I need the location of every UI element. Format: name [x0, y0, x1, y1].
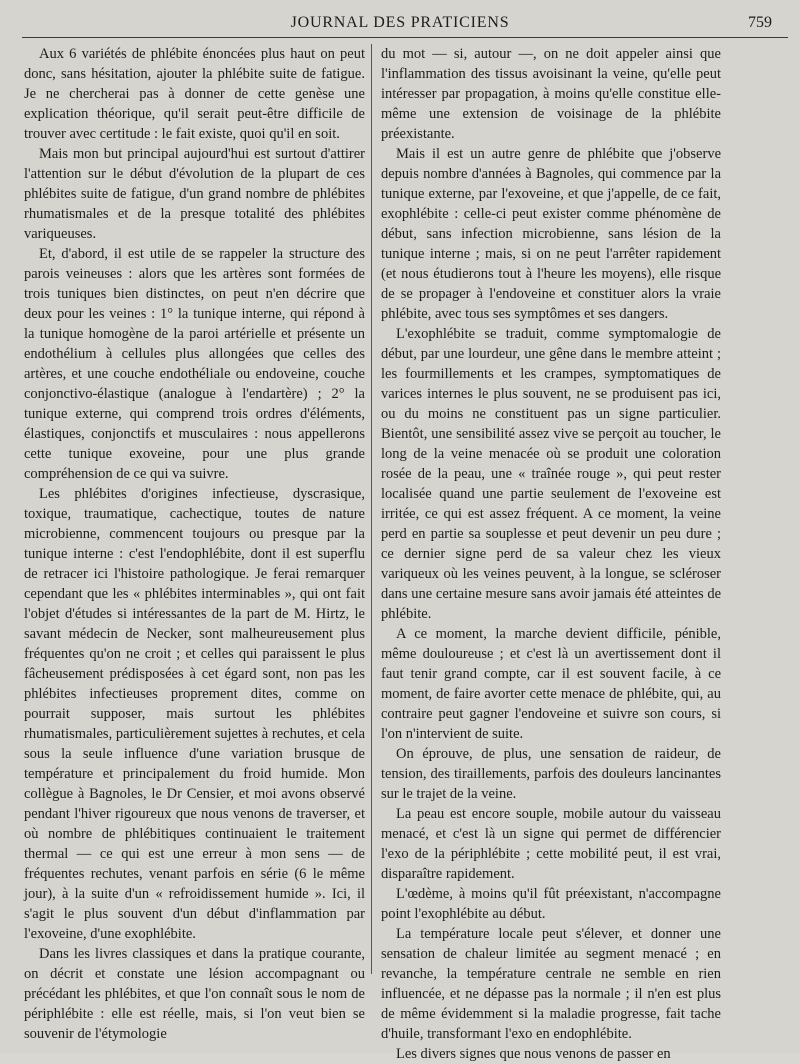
- paragraph: Et, d'abord, il est utile de se rappeler la structure des parois veineuses : alors que les artères sont formées de trois tuniques bien distinctes, on peut n'en décrire que deux pour les veines : 1° la tunique interne, qui répond à la tunique homogène de la paroi artérielle et présente un endothélium à cellules plus allongées que celles des artères, et une couche endothéliale ou endoveine, couche conjonctivo-élastique (analogue à l'endartère) ; 2° la tunique externe, qui comprend trois ordres d'éléments, élastiques, conjonctifs et musculaires : nous appellerons cette tunique exoveine, pour une plus grande compréhension de ce qui va suivre.: [24, 246, 365, 482]
- paragraph: Dans les livres classiques et dans la pratique courante, on décrit et constate une lésion accompagnant ou précédant les phlébites, et que l'on connaît sous le nom de périphlébite : elle est réelle, mais, si l'on veut bien se souvenir de l'étymologie: [24, 946, 365, 1042]
- paragraph: Mais il est un autre genre de phlébite que j'observe depuis nombre d'années à Bagnoles, qui commence par la tunique externe, par l'exoveine, et que j'appelle, de ce fait, exophlébite : celle-ci peut exister comme phénomène de début, sans infection microbienne, sans lésion de la tunique interne ; mais, si on ne peut l'arrêter rapidement (et nous étudierons tout à l'heure les moyens), elle risque de se propager à l'endoveine et constituer alors la vraie phlébite, avec tous ses symptômes et ses dangers.: [381, 146, 721, 322]
- paragraph: La peau est encore souple, mobile autour du vaisseau menacé, et c'est là un signe qui permet de différencier l'exo de la périphlébite ; cette mobilité peut, il est vrai, disparaître rapidement.: [381, 806, 721, 882]
- right-column: [381, 44, 721, 1064]
- paragraph: On éprouve, de plus, une sensation de raideur, de tension, des tiraillements, parfois des douleurs lancinantes sur le trajet de la veine.: [381, 746, 721, 802]
- page-header: [0, 8, 800, 36]
- page-number: 759: [748, 14, 772, 31]
- paragraph: Aux 6 variétés de phlébite énoncées plus haut on peut donc, sans hésitation, ajouter la phlébite suite de fatigue. Je ne chercherai pas à donner de cette genèse une explication théorique, qu'il serait peut-être difficile de trouver avec certitude : le fait existe, quoi qu'il en soit.: [24, 46, 365, 142]
- running-title: JOURNAL DES PRATICIENS: [290, 14, 510, 31]
- column-divider: [371, 44, 372, 974]
- header-rule: [22, 37, 788, 38]
- left-column: [24, 44, 365, 1044]
- paragraph: du mot — si, autour —, on ne doit appeler ainsi que l'inflammation des tissus avoisinant la veine, qu'elle peut intéresser par propagation, à moins qu'elle constitue elle-même une extension de voisinage de la phlébite préexistante.: [381, 46, 721, 142]
- paragraph: L'exophlébite se traduit, comme symptomalogie de début, par une lourdeur, une gêne dans le membre atteint ; les fourmillements et les crampes, symptomatiques de varices internes le plus souvent, ne se produisent pas ici, ou du moins ne constituent pas un signe particulier. Bientôt, une sensibilité assez vive se perçoit au toucher, le long de la veine menacée où se produit une coloration rosée de la peau, une « traînée rouge », qui peut rester localisée quand une partie seulement de l'exoveine est irritée, ce qui est assez fréquent. A ce moment, la veine perd en partie sa souplesse et peut devenir un peu dure ; ce dernier signe perd de sa valeur chez les vieux variqueux où les veines peuvent, à la longue, se scléroser dans une certaine mesure sans avoir jamais été atteintes de phlébite.: [381, 326, 721, 622]
- paragraph: Les phlébites d'origines infectieuse, dyscrasique, toxique, traumatique, cachectique, toutes de nature microbienne, commencent toujours ou presque par la tunique interne : c'est l'endophlébite, dont il est superflu de retracer ici l'histoire pathologique. Je ferai remarquer cependant que les « phlébites interminables », qui ont fait l'objet d'études si intéressantes de la part de M. Hirtz, le savant médecin de Necker, sont malheureusement plus fréquentes qu'on ne croit ; et celles qui paraissent le plus fâcheusement prédisposées à cet égard sont, non pas les phlébites infectieuses proprement dites, comme on pourrait supposer, mais surtout les phlébites rhumatismales, particulièrement sujettes à rechutes, et cela sous la seule influence d'une variation brusque de température et principalement du froid humide. Mon collègue à Bagnoles, le Dr Censier, et moi avons observé pendant l'hiver rigoureux que nous venons de traverser, et où nombre de phlébitiques continuaient le traitement thermal — ce qui est une erreur à mon sens — de fréquentes rechutes, venant parfois en série (6 le même jour), à la suite d'un « refroidissement humide ». Ici, il s'agit le plus souvent d'un début d'inflammation par l'exoveine, d'une exophlébite.: [24, 486, 365, 942]
- paragraph: A ce moment, la marche devient difficile, pénible, même douloureuse ; et c'est là un avertissement dont il faut tenir grand compte, car il est souvent facile, à ce moment, de faire avorter cette menace de phlébite, qui, au contraire peut gagner l'endoveine et suivre son cours, si l'on n'intervient de suite.: [381, 626, 721, 742]
- paragraph: Mais mon but principal aujourd'hui est surtout d'attirer l'attention sur le début d'évolution de la plupart de ces phlébites suite de fatigue, d'un grand nombre de phlébites rhumatismales et de la presque totalité des phlébites variqueuses.: [24, 146, 365, 242]
- paragraph: L'œdème, à moins qu'il fût préexistant, n'accompagne point l'exophlébite au début.: [381, 886, 721, 922]
- paragraph: La température locale peut s'élever, et donner une sensation de chaleur limitée au segment menacé ; en revanche, la température centrale ne semble en rien influencée, et ne dépasse pas la normale ; il n'en est plus de même évidemment si la maladie progresse, fait tache d'huile, transformant l'exo en endophlébite.: [381, 926, 721, 1042]
- paragraph: Les divers signes que nous venons de passer en: [396, 1046, 671, 1062]
